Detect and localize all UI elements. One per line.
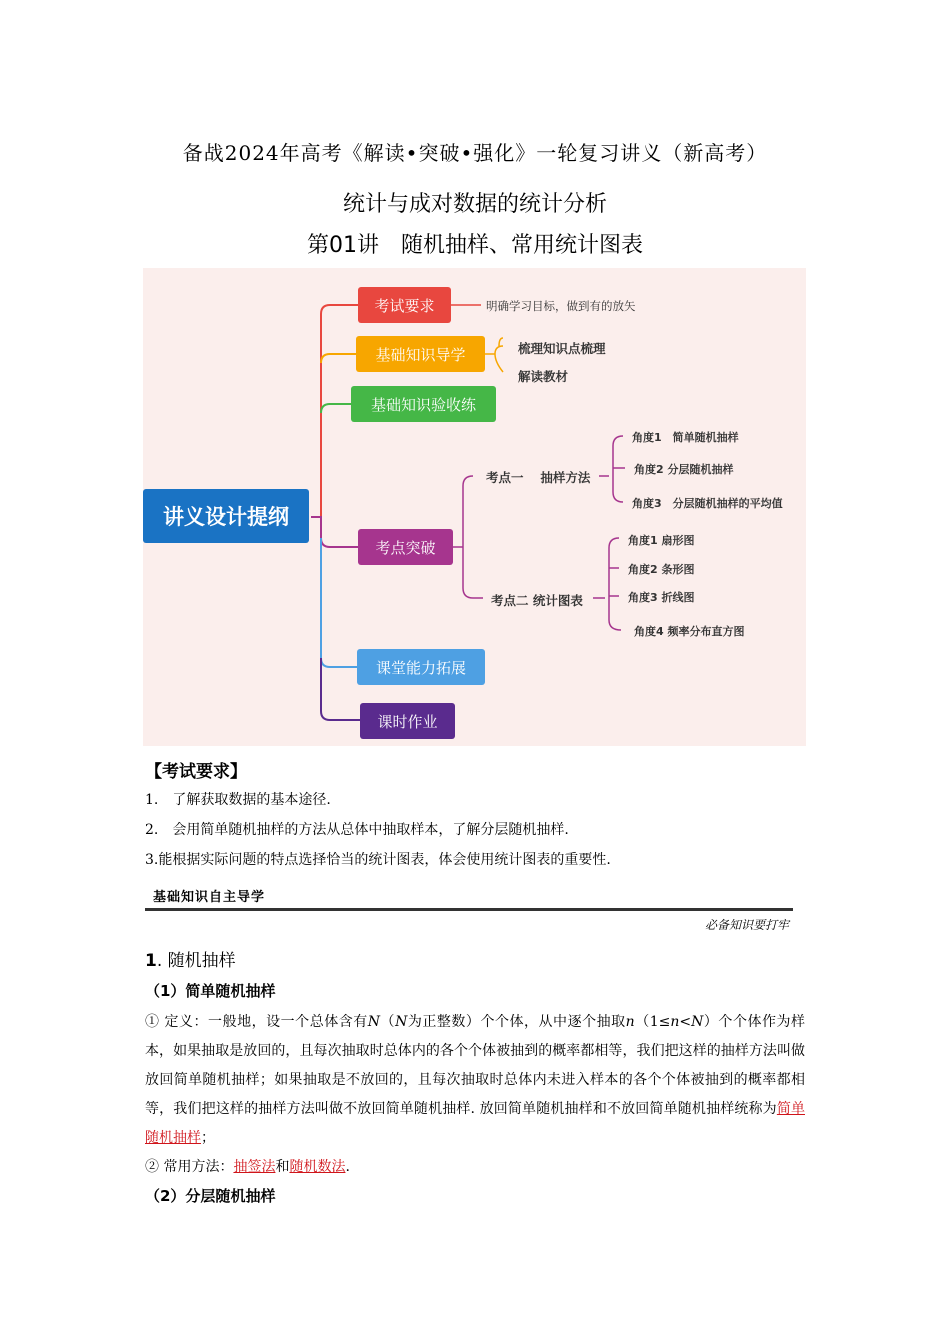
keypoint-2-angle-2: 角度2 条形图 (628, 563, 695, 576)
def-text: ① 定义：一般地，设一个总体含有 (145, 1014, 368, 1030)
banner-rule (145, 908, 793, 911)
keypoint-2-angle-3: 角度3 折线图 (628, 591, 695, 604)
def-text: < (679, 1014, 692, 1030)
keypoint-1-angle-3: 角度3 分层随机抽样的平均值 (632, 497, 783, 510)
banner-title: 基础知识自主导学 (153, 890, 266, 905)
lecture-title: 第01讲 随机抽样、常用统计图表 (307, 233, 643, 258)
connector-b3 (321, 404, 351, 413)
exam-item-1: 1. 了解获取数据的基本途径. (145, 792, 331, 808)
connector-b4-kd (453, 476, 483, 598)
exam-item-2: 2. 会用简单随机抽样的方法从总体中抽取样本，了解分层随机抽样. (145, 822, 569, 838)
connector-b5 (321, 538, 357, 667)
var-n: n (670, 1014, 680, 1030)
branch-basic-practice: 基础知识验收练 (351, 386, 496, 422)
keypoint-2-angle-1: 角度1 扇形图 (628, 534, 695, 547)
branch-basic-guide-child-2: 解读教材 (518, 369, 569, 384)
term-lottery-method: 抽签法 (233, 1159, 276, 1175)
def-text: ； (201, 1130, 215, 1146)
connector-b2-children (485, 338, 503, 372)
methods-and: 和 (275, 1159, 290, 1175)
def-text: 为正整数）个个体，从中逐个抽取 (407, 1014, 626, 1030)
branch-exam-requirements: 考试要求 (358, 287, 451, 323)
def-text: （1≤ (634, 1014, 671, 1030)
section-1-title: . 随机抽样 (156, 951, 236, 971)
subsection-simple-random: （1）简单随机抽样 (145, 982, 276, 1000)
connector-b4 (311, 517, 358, 547)
term-random-number-method: 随机数法 (289, 1159, 346, 1175)
doc-header: 备战2024年高考《解读•突破•强化》一轮复习讲义（新高考） (182, 141, 768, 165)
keypoint-2: 考点二 统计图表 (491, 593, 583, 608)
connector-kd2 (593, 538, 621, 630)
methods-prefix: ② 常用方法： (145, 1159, 234, 1175)
branch-homework: 课时作业 (360, 703, 455, 739)
methods-line (145, 1153, 805, 1182)
keypoint-1-angle-2: 角度2 分层随机抽样 (634, 463, 734, 476)
branch-basic-guide-child-1: 梳理知识点梳理 (518, 341, 606, 356)
var-N: N (367, 1014, 381, 1030)
keypoint-1-angle-1: 角度1 简单随机抽样 (632, 431, 739, 444)
keypoint-2-angle-4: 角度4 频率分布直方图 (634, 625, 745, 638)
var-N: N (395, 1014, 408, 1030)
subsection-stratified: （2）分层随机抽样 (145, 1187, 276, 1205)
branch-class-extension: 课堂能力拓展 (357, 649, 485, 685)
exam-item-3: 3.能根据实际问题的特点选择恰当的统计图表，体会使用统计图表的重要性. (145, 852, 611, 868)
section-1-heading (145, 946, 236, 971)
section-1-number: 1 (145, 951, 157, 971)
term-simple-random-sampling: 简单随机抽样 (145, 1101, 805, 1146)
def-text: ）个个体作为样本，如果抽取是放回的，且每次抽取时总体内的各个个体被抽到的概率都相等，我们把这样的抽样方法叫做放回简单随机抽样；如果抽取是不放回的，且每次抽取时总体内未进入样本的各个个体被抽到的概率都相等，我们把这样的抽样方法叫做不放回简单随机抽样. 放回简单随机抽样和不放回简单随机抽样统称为 (145, 1014, 806, 1117)
exam-requirements-heading: 【考试要求】 (145, 762, 247, 782)
definition-paragraph (145, 1008, 805, 1153)
outline-mindmap (143, 268, 806, 746)
banner-subtitle: 必备知识要打牢 (704, 918, 789, 932)
branch-exam-note: 明确学习目标，做到有的放矢 (486, 299, 636, 313)
var-n: n (625, 1014, 635, 1030)
branch-basic-guide: 基础知识导学 (356, 336, 485, 372)
connector-b2 (321, 354, 356, 363)
branch-key-points: 考点突破 (358, 529, 453, 565)
def-text: （ (380, 1014, 396, 1030)
methods-end: . (345, 1159, 350, 1175)
section-banner (145, 882, 793, 942)
mindmap-root: 讲义设计提纲 (143, 489, 309, 543)
keypoint-1: 考点一 抽样方法 (486, 470, 591, 485)
connector-kd1 (599, 436, 625, 502)
var-N: N (691, 1014, 704, 1030)
chapter-title: 统计与成对数据的统计分析 (342, 192, 607, 217)
